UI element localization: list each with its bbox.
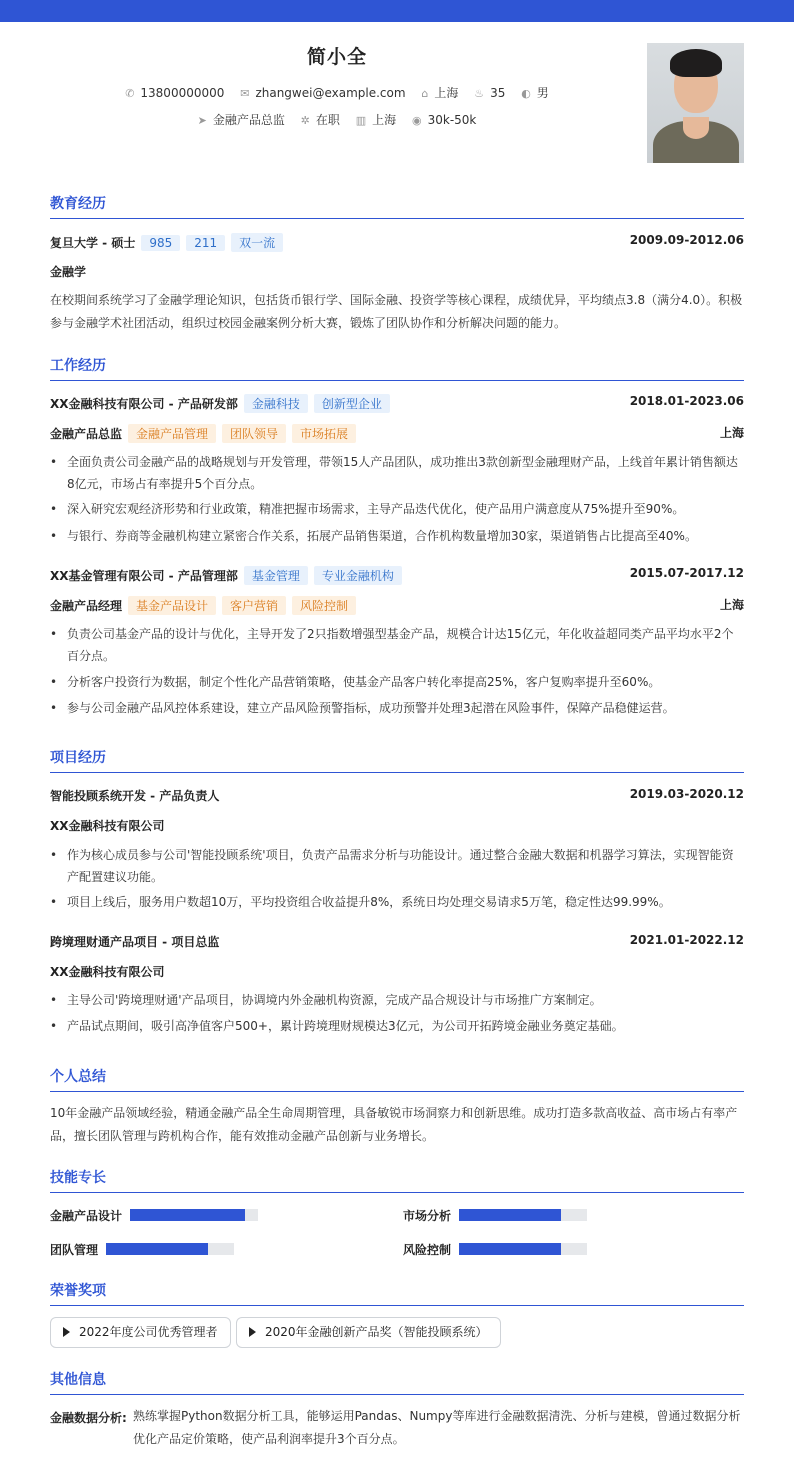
skill-bar (459, 1243, 587, 1255)
project-company: XX金融科技有限公司 (50, 819, 165, 833)
status-text: 在职 (315, 113, 340, 127)
summary-text: 10年金融产品领域经验，精通金融产品全生命周期管理，具备敏锐市场洞察力和创新思维。成功打造多款高收益、高市场占有率产品，擅长团队管理与跨机构合作，能有效推动金融产品创新与业务增长。 (50, 1106, 738, 1143)
project-period: 2019.03-2020.12 (629, 787, 744, 801)
gender-item (521, 84, 549, 101)
role-tag: 市场拓展 (292, 424, 356, 443)
skill-name: 市场分析 (403, 1209, 452, 1223)
phone-icon: ✆ (125, 87, 135, 100)
education-period: 2009.09-2012.06 (629, 233, 744, 247)
edu-tag: 211 (186, 235, 225, 251)
job-bullet: • 参与公司金融产品风控体系建设，建立产品风险预警指标，成功预警并处理3起潜在风险事件，保障产品稳健运营。 (50, 697, 744, 719)
salary-text: 30k-50k (427, 113, 477, 127)
skill-name: 金融产品设计 (50, 1209, 123, 1223)
company-name: XX金融科技有限公司 - 产品研发部 (50, 397, 238, 411)
project-bullet: • 产品试点期间，吸引高净值客户500+，累计跨境理财规模达3亿元，为公司开拓跨境金融业务奠定基础。 (50, 1015, 744, 1037)
age-item (474, 86, 505, 100)
play-icon (249, 1327, 256, 1337)
role-tag: 风险控制 (292, 596, 356, 615)
position-item (198, 111, 285, 128)
city-item (421, 84, 458, 101)
home-icon: ⌂ (421, 87, 429, 100)
candidate-name: 简小全 (306, 46, 367, 68)
work-city-text: 上海 (372, 113, 397, 127)
award-text: 2022年度公司优秀管理者 (79, 1325, 218, 1339)
job-bullet: • 深入研究宏观经济形势和行业政策，精准把握市场需求，主导产品迭代优化，使产品用户满意度从75%提升至90%。 (50, 498, 744, 520)
salary-item (412, 113, 476, 127)
send-icon: ➤ (197, 114, 207, 127)
summary-section-title: 个人总结 (50, 1066, 744, 1092)
role-tag: 客户营销 (222, 596, 286, 615)
skills-section-title: 技能专长 (50, 1167, 744, 1193)
project-period: 2021.01-2022.12 (629, 933, 744, 947)
cake-icon: ♨ (474, 87, 485, 100)
job-period: 2018.01-2023.06 (629, 394, 744, 408)
award-text: 2020年金融创新产品奖（智能投顾系统） (265, 1325, 488, 1339)
work-city-item (356, 111, 396, 128)
skill-bar-fill (459, 1243, 561, 1255)
other-section-title: 其他信息 (50, 1369, 744, 1395)
education-description: 在校期间系统学习了金融学理论知识，包括货币银行学、国际金融、投资学等核心课程，成绩优异，平均绩点3.8（满分4.0）。积极参与金融学术社团活动，组织过校园金融案例分析大赛，锻炼了团队协作和分析解决问题的能力。 (50, 293, 743, 330)
skill-bar (459, 1209, 587, 1221)
job-location: 上海 (719, 426, 744, 440)
education-section-title: 教育经历 (50, 193, 744, 219)
company-tag: 专业金融机构 (314, 566, 402, 585)
award-item (236, 1317, 501, 1348)
skill-name: 风险控制 (403, 1243, 452, 1257)
gender-text: 男 (536, 86, 549, 100)
job-bullet: • 分析客户投资行为数据，制定个性化产品营销策略，使基金产品客户转化率提高25%，客户复购率提升至60%。 (50, 671, 744, 693)
role-tag: 团队领导 (222, 424, 286, 443)
phone-item (125, 86, 224, 100)
role-name: 金融产品总监 (50, 427, 123, 441)
gender-icon: ◐ (521, 87, 531, 100)
project-company: XX金融科技有限公司 (50, 965, 165, 979)
building-icon: ▥ (355, 114, 367, 127)
position-text: 金融产品总监 (212, 113, 285, 127)
work-section-title: 工作经历 (50, 355, 744, 381)
project-bullet: • 主导公司'跨境理财通'产品项目，协调境内外金融机构资源，完成产品合规设计与市场推广方案制定。 (50, 989, 744, 1011)
project-name: 跨境理财通产品项目 - 项目总监 (50, 935, 220, 949)
company-name: XX基金管理有限公司 - 产品管理部 (50, 569, 238, 583)
company-tag: 创新型企业 (314, 394, 390, 413)
job-bullet: • 与银行、券商等金融机构建立紧密合作关系，拓展产品销售渠道，合作机构数量增加30家，渠道销售占比提高至40%。 (50, 525, 744, 547)
skill-bar-fill (459, 1209, 561, 1221)
mail-icon: ✉ (240, 87, 250, 100)
resume-header (0, 22, 794, 182)
edu-tag: 985 (141, 235, 180, 251)
job-intent-row (0, 111, 674, 128)
major-text: 金融学 (50, 265, 87, 279)
skill-bar (106, 1243, 234, 1255)
email-item (240, 86, 405, 100)
profile-photo (647, 43, 744, 163)
role-tag: 金融产品管理 (128, 424, 216, 443)
job-location: 上海 (719, 598, 744, 612)
role-tag: 基金产品设计 (128, 596, 216, 615)
phone-text: 13800000000 (140, 86, 225, 100)
skill-bar-fill (130, 1209, 245, 1221)
edu-tag: 双一流 (231, 233, 283, 252)
company-tag: 金融科技 (244, 394, 308, 413)
award-item (50, 1317, 231, 1348)
city-text: 上海 (434, 86, 459, 100)
awards-section-title: 荣誉奖项 (50, 1280, 744, 1306)
job-bullet: • 负责公司基金产品的设计与优化，主导开发了2只指数增强型基金产品，规模合计达15亿元，年化收益超同类产品平均水平2个百分点。 (50, 623, 744, 667)
project-bullet: • 项目上线后，服务用户数超10万，平均投资组合收益提升8%，系统日均处理交易请求5万笔，稳定性达99.99%。 (50, 891, 744, 913)
skill-bar (130, 1209, 258, 1221)
job-period: 2015.07-2017.12 (629, 566, 744, 580)
project-bullet: • 作为核心成员参与公司'智能投顾系统'项目，负责产品需求分析与功能设计。通过整合金融大数据和机器学习算法，实现智能资产配置建议功能。 (50, 844, 744, 888)
skill-name: 团队管理 (50, 1243, 99, 1257)
email-text: zhangwei@example.com (255, 86, 406, 100)
contact-row (0, 84, 674, 101)
project-name: 智能投顾系统开发 - 产品负责人 (50, 789, 220, 803)
top-accent-bar (0, 0, 794, 22)
age-text: 35 (490, 86, 506, 100)
gear-icon: ✲ (300, 114, 310, 127)
job-bullet: • 全面负责公司金融产品的战略规划与开发管理，带领15人产品团队，成功推出3款创新型金融理财产品，上线首年累计销售额达8亿元，市场占有率提升5个百分点。 (50, 451, 744, 495)
skill-bar-fill (106, 1243, 208, 1255)
coin-icon: ◉ (411, 114, 422, 127)
status-item (301, 111, 340, 128)
other-label: 金融数据分析: (50, 1411, 127, 1425)
school-name: 复旦大学 - 硕士 (50, 236, 136, 250)
other-text: 熟练掌握Python数据分析工具，能够运用Pandas、Numpy等库进行金融数据清洗、分析与建模，曾通过数据分析优化产品定价策略，使产品利润率提升3个百分点。 (133, 1409, 741, 1446)
role-name: 金融产品经理 (50, 599, 123, 613)
play-icon (63, 1327, 70, 1337)
company-tag: 基金管理 (244, 566, 308, 585)
projects-section-title: 项目经历 (50, 747, 744, 773)
